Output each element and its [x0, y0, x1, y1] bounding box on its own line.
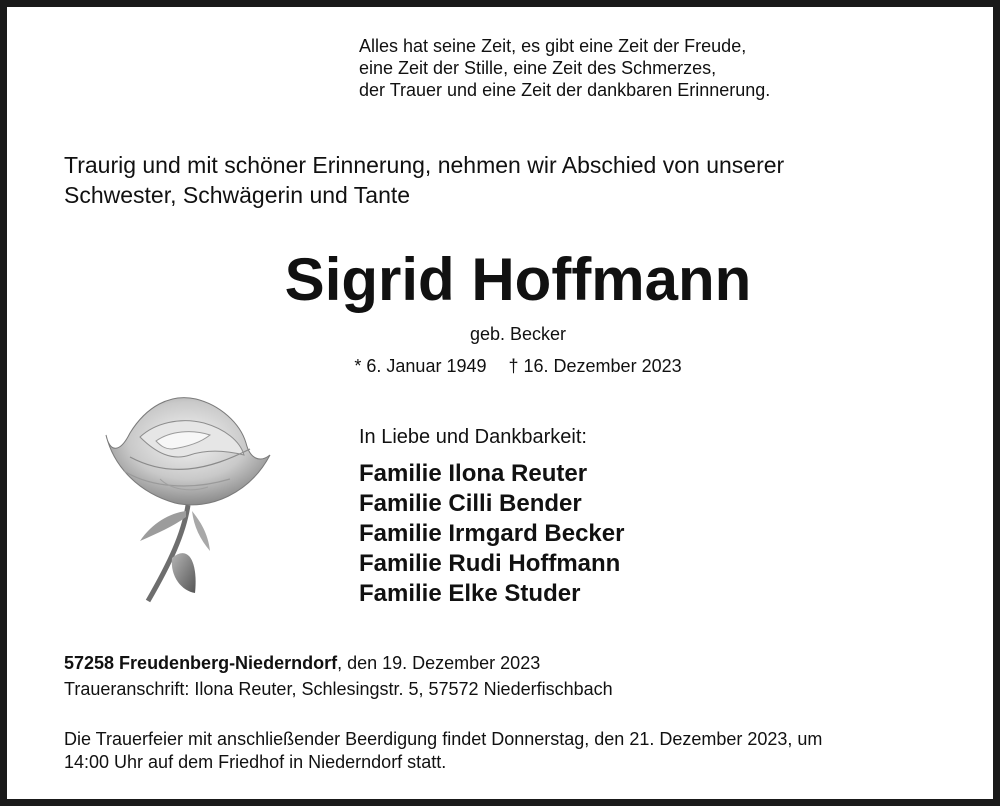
birth-date: * 6. Januar 1949: [354, 356, 487, 376]
place-date: [64, 652, 540, 675]
list-item: Familie Cilli Bender: [359, 490, 582, 517]
notice-date: , den 19. Dezember 2023: [337, 653, 541, 673]
birth-name: geb. Becker: [469, 324, 567, 344]
ceremony-line: 14:00 Uhr auf dem Friedhof in Niederndorf statt.: [64, 752, 447, 772]
poem-line: der Trauer und eine Zeit der dankbaren Erinnerung.: [359, 80, 771, 100]
intro-line: Schwester, Schwägerin und Tante: [64, 182, 411, 208]
mourners-heading: In Liebe und Dankbarkeit:: [359, 426, 587, 448]
ceremony-info: [64, 728, 822, 774]
list-item: Familie Elke Studer: [359, 580, 581, 607]
poem: [359, 35, 770, 101]
poem-line: Alles hat seine Zeit, es gibt eine Zeit der Freude,: [359, 36, 747, 56]
list-item: Familie Ilona Reuter: [359, 460, 588, 487]
list-item: Familie Rudi Hoffmann: [359, 550, 621, 577]
place-name: 57258 Freudenberg-Niederndorf: [64, 653, 338, 673]
life-dates: [0, 354, 1000, 378]
ceremony-line: Die Trauerfeier mit anschließender Beerdigung findet Donnerstag, den 21. Dezember 2023, um: [64, 729, 823, 749]
deceased-name: Sigrid Hoffmann: [284, 246, 752, 313]
mourning-address: Traueranschrift: Ilona Reuter, Schlesingstr. 5, 57572 Niederfischbach: [64, 679, 613, 699]
poem-line: eine Zeit der Stille, eine Zeit des Schmerzes,: [359, 58, 717, 78]
mourners-list: [359, 459, 624, 609]
rose-image: [100, 393, 275, 605]
list-item: Familie Irmgard Becker: [359, 520, 625, 547]
death-date: † 16. Dezember 2023: [508, 356, 682, 376]
intro-text: [64, 150, 784, 210]
intro-line: Traurig und mit schöner Erinnerung, nehmen wir Abschied von unserer: [64, 152, 785, 178]
